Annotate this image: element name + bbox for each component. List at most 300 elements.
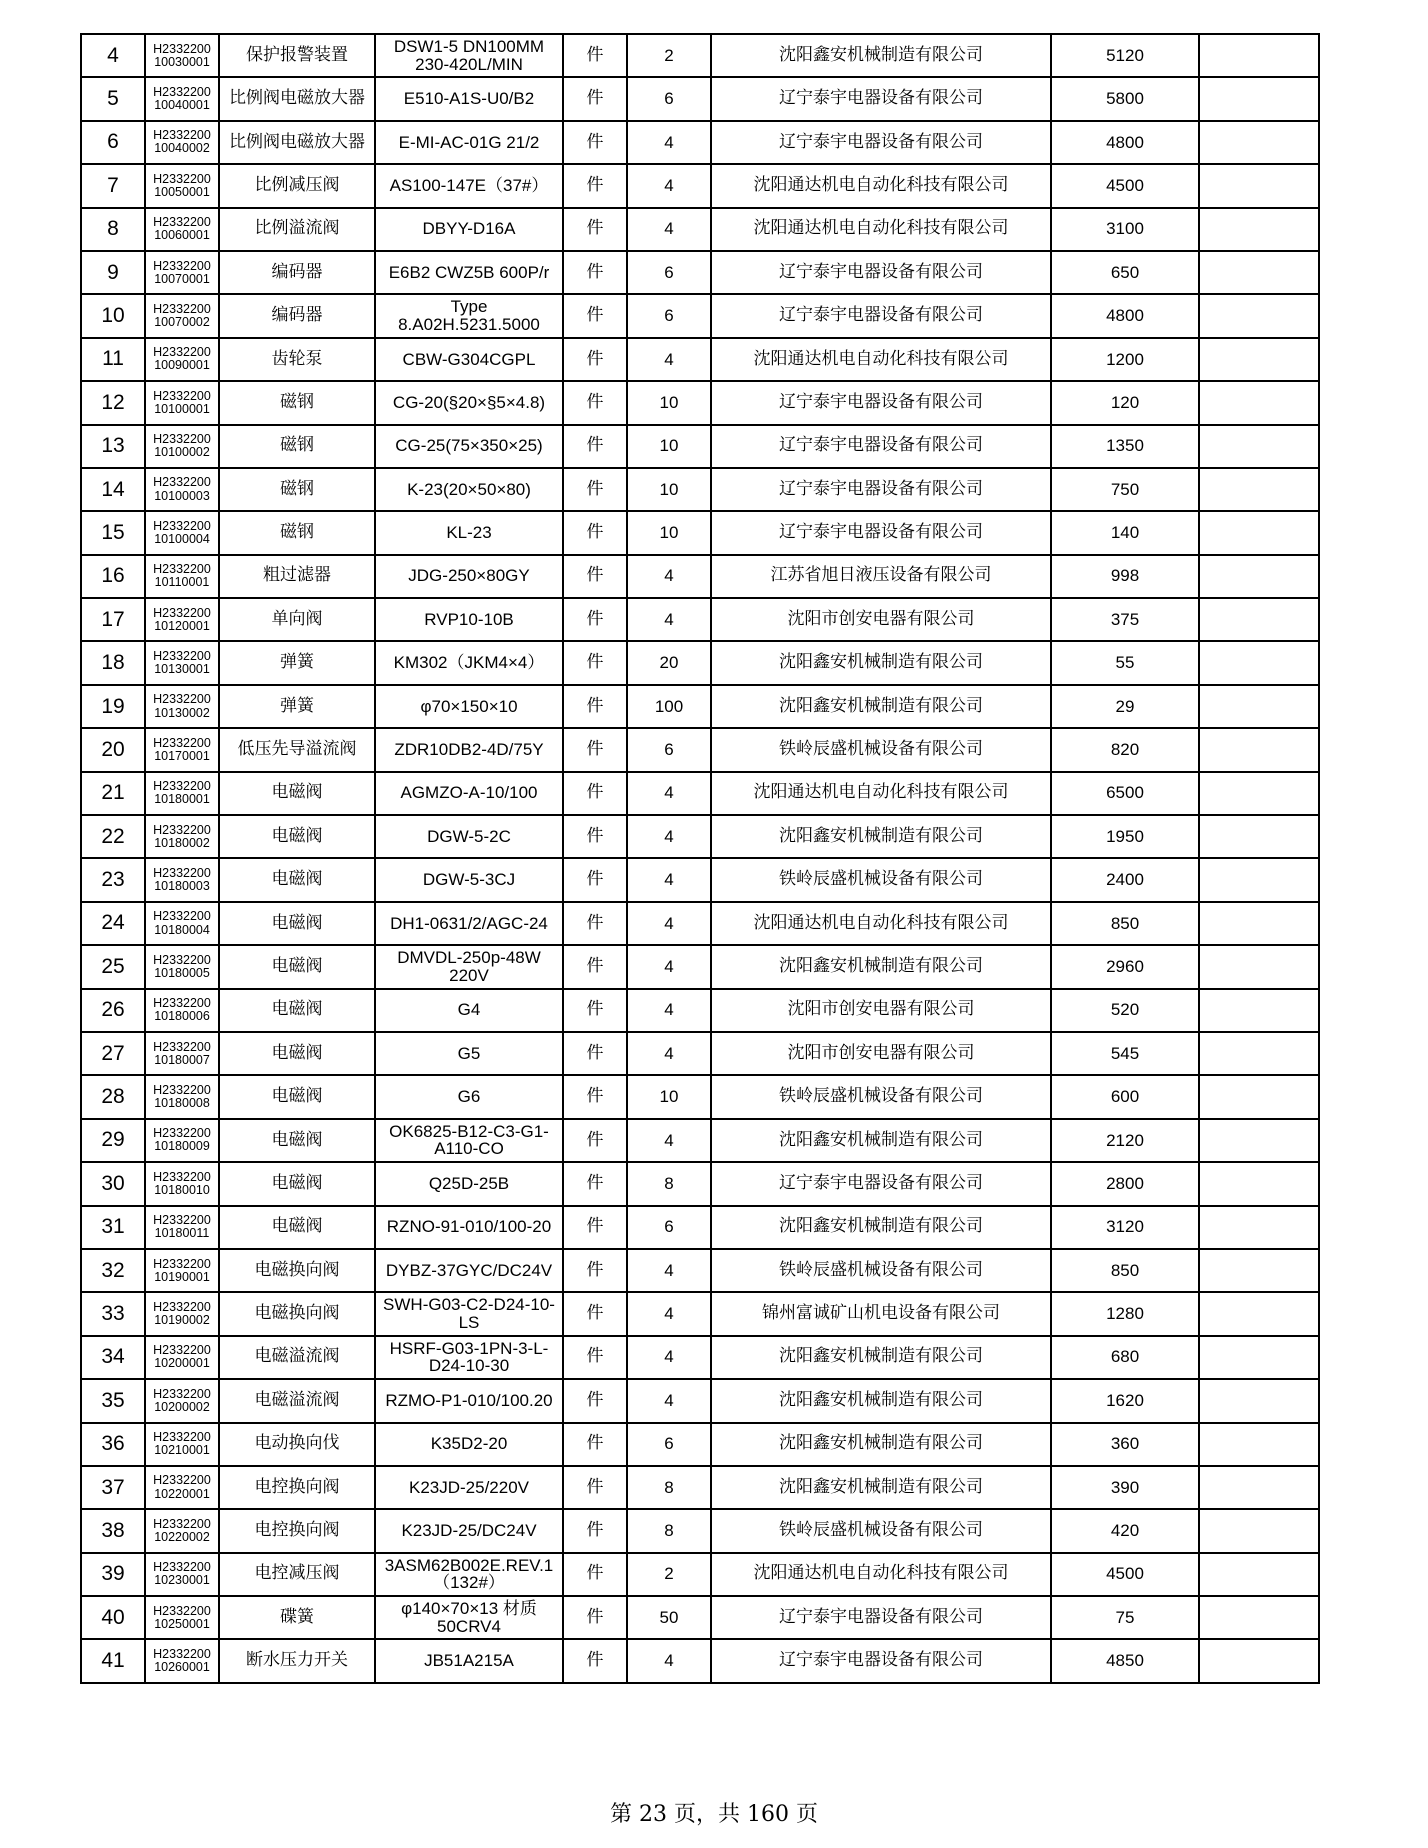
table-row bbox=[81, 902, 1319, 945]
unit-price: 2800 bbox=[1051, 1162, 1199, 1205]
unit-price: 420 bbox=[1051, 1509, 1199, 1552]
material-code-line-2: 10180002 bbox=[154, 835, 210, 850]
supplier-name: 沈阳市创安电器有限公司 bbox=[711, 989, 1051, 1032]
material-code bbox=[145, 1596, 219, 1639]
material-code-line-1: H2332200 bbox=[153, 1039, 211, 1054]
unit-price: 1950 bbox=[1051, 815, 1199, 858]
item-quantity: 4 bbox=[627, 1292, 711, 1335]
row-number: 4 bbox=[81, 34, 145, 77]
remark-cell bbox=[1199, 1162, 1319, 1205]
parts-table bbox=[80, 33, 1320, 1684]
material-code bbox=[145, 989, 219, 1032]
table-row bbox=[81, 34, 1319, 77]
item-unit: 件 bbox=[563, 1292, 627, 1335]
row-number: 9 bbox=[81, 251, 145, 294]
row-number: 22 bbox=[81, 815, 145, 858]
material-code-line-1: H2332200 bbox=[153, 345, 211, 360]
item-unit: 件 bbox=[563, 468, 627, 511]
unit-price: 6500 bbox=[1051, 772, 1199, 815]
item-unit: 件 bbox=[563, 121, 627, 164]
unit-price: 680 bbox=[1051, 1336, 1199, 1379]
material-code bbox=[145, 1423, 219, 1466]
material-code bbox=[145, 555, 219, 598]
supplier-name: 沈阳通达机电自动化科技有限公司 bbox=[711, 902, 1051, 945]
item-quantity: 8 bbox=[627, 1162, 711, 1205]
item-model: JB51A215A bbox=[375, 1639, 563, 1682]
unit-price: 2960 bbox=[1051, 945, 1199, 988]
material-code-line-1: H2332200 bbox=[153, 215, 211, 230]
item-quantity: 4 bbox=[627, 902, 711, 945]
supplier-name: 沈阳鑫安机械制造有限公司 bbox=[711, 1336, 1051, 1379]
remark-cell bbox=[1199, 815, 1319, 858]
material-code-line-2: 10130002 bbox=[154, 705, 210, 720]
remark-cell bbox=[1199, 1466, 1319, 1509]
item-model: Type 8.A02H.5231.5000 bbox=[375, 294, 563, 337]
row-number: 16 bbox=[81, 555, 145, 598]
table-row bbox=[81, 381, 1319, 424]
item-quantity: 50 bbox=[627, 1596, 711, 1639]
item-quantity: 20 bbox=[627, 641, 711, 684]
remark-cell bbox=[1199, 598, 1319, 641]
supplier-name: 辽宁泰宇电器设备有限公司 bbox=[711, 294, 1051, 337]
table-row bbox=[81, 121, 1319, 164]
item-name: 电磁阀 bbox=[219, 1206, 375, 1249]
material-code-line-1: H2332200 bbox=[153, 1256, 211, 1271]
row-number: 14 bbox=[81, 468, 145, 511]
remark-cell bbox=[1199, 1596, 1319, 1639]
material-code-line-2: 10210001 bbox=[154, 1443, 210, 1458]
material-code bbox=[145, 858, 219, 901]
item-model: DBYY-D16A bbox=[375, 208, 563, 251]
table-row bbox=[81, 989, 1319, 1032]
material-code-line-1: H2332200 bbox=[153, 1082, 211, 1097]
page-footer: 第 23 页，共 160 页 bbox=[610, 1802, 818, 1827]
item-model: AS100-147E（37#） bbox=[375, 164, 563, 207]
material-code bbox=[145, 294, 219, 337]
remark-cell bbox=[1199, 208, 1319, 251]
item-quantity: 4 bbox=[627, 598, 711, 641]
row-number: 11 bbox=[81, 338, 145, 381]
material-code-line-1: H2332200 bbox=[153, 952, 211, 967]
material-code-line-1: H2332200 bbox=[153, 605, 211, 620]
material-code-line-1: H2332200 bbox=[153, 822, 211, 837]
remark-cell bbox=[1199, 1032, 1319, 1075]
item-model: CBW-G304CGPL bbox=[375, 338, 563, 381]
item-quantity: 10 bbox=[627, 425, 711, 468]
item-model: RZNO-91-010/100-20 bbox=[375, 1206, 563, 1249]
item-name: 电动换向伐 bbox=[219, 1423, 375, 1466]
material-code-line-2: 10040002 bbox=[154, 141, 210, 156]
unit-price: 1350 bbox=[1051, 425, 1199, 468]
material-code bbox=[145, 598, 219, 641]
item-quantity: 8 bbox=[627, 1509, 711, 1552]
material-code-line-2: 10180011 bbox=[154, 1226, 210, 1241]
unit-price: 1280 bbox=[1051, 1292, 1199, 1335]
item-model: E-MI-AC-01G 21/2 bbox=[375, 121, 563, 164]
item-model: KM302（JKM4×4） bbox=[375, 641, 563, 684]
remark-cell bbox=[1199, 34, 1319, 77]
item-unit: 件 bbox=[563, 425, 627, 468]
supplier-name: 辽宁泰宇电器设备有限公司 bbox=[711, 1162, 1051, 1205]
remark-cell bbox=[1199, 902, 1319, 945]
table-row bbox=[81, 425, 1319, 468]
table-row bbox=[81, 685, 1319, 728]
item-model: RVP10-10B bbox=[375, 598, 563, 641]
item-unit: 件 bbox=[563, 685, 627, 728]
material-code-line-2: 10200001 bbox=[154, 1356, 210, 1371]
item-name: 电磁阀 bbox=[219, 858, 375, 901]
material-code bbox=[145, 945, 219, 988]
item-unit: 件 bbox=[563, 1553, 627, 1596]
table-row bbox=[81, 1379, 1319, 1422]
unit-price: 2120 bbox=[1051, 1119, 1199, 1162]
item-model: E6B2 CWZ5B 600P/r bbox=[375, 251, 563, 294]
table-row bbox=[81, 468, 1319, 511]
material-code bbox=[145, 1119, 219, 1162]
material-code-line-2: 10190001 bbox=[154, 1269, 210, 1284]
table-row bbox=[81, 1162, 1319, 1205]
item-name: 电磁阀 bbox=[219, 1119, 375, 1162]
item-unit: 件 bbox=[563, 381, 627, 424]
item-quantity: 4 bbox=[627, 555, 711, 598]
material-code-line-2: 10100004 bbox=[154, 531, 210, 546]
material-code-line-1: H2332200 bbox=[153, 1169, 211, 1184]
material-code bbox=[145, 1379, 219, 1422]
item-quantity: 4 bbox=[627, 858, 711, 901]
item-unit: 件 bbox=[563, 34, 627, 77]
supplier-name: 沈阳鑫安机械制造有限公司 bbox=[711, 1119, 1051, 1162]
row-number: 5 bbox=[81, 77, 145, 120]
material-code bbox=[145, 1162, 219, 1205]
table-row bbox=[81, 1032, 1319, 1075]
remark-cell bbox=[1199, 381, 1319, 424]
item-quantity: 100 bbox=[627, 685, 711, 728]
item-name: 电磁换向阀 bbox=[219, 1249, 375, 1292]
material-code bbox=[145, 164, 219, 207]
item-quantity: 6 bbox=[627, 1206, 711, 1249]
item-model: KL-23 bbox=[375, 511, 563, 554]
item-quantity: 4 bbox=[627, 164, 711, 207]
item-quantity: 8 bbox=[627, 1466, 711, 1509]
material-code-line-1: H2332200 bbox=[153, 518, 211, 533]
table-row bbox=[81, 1509, 1319, 1552]
item-model: DGW-5-2C bbox=[375, 815, 563, 858]
item-quantity: 2 bbox=[627, 34, 711, 77]
unit-price: 390 bbox=[1051, 1466, 1199, 1509]
unit-price: 4850 bbox=[1051, 1639, 1199, 1682]
item-model: 3ASM62B002E.REV.1（132#） bbox=[375, 1553, 563, 1596]
item-unit: 件 bbox=[563, 1596, 627, 1639]
material-code-line-1: H2332200 bbox=[153, 1430, 211, 1445]
item-unit: 件 bbox=[563, 1379, 627, 1422]
item-quantity: 6 bbox=[627, 294, 711, 337]
item-name: 低压先导溢流阀 bbox=[219, 728, 375, 771]
supplier-name: 沈阳鑫安机械制造有限公司 bbox=[711, 34, 1051, 77]
row-number: 26 bbox=[81, 989, 145, 1032]
material-code bbox=[145, 511, 219, 554]
item-quantity: 4 bbox=[627, 208, 711, 251]
supplier-name: 沈阳鑫安机械制造有限公司 bbox=[711, 1206, 1051, 1249]
unit-price: 998 bbox=[1051, 555, 1199, 598]
item-model: φ70×150×10 bbox=[375, 685, 563, 728]
material-code bbox=[145, 1249, 219, 1292]
material-code-line-1: H2332200 bbox=[153, 432, 211, 447]
item-unit: 件 bbox=[563, 641, 627, 684]
material-code-line-2: 10260001 bbox=[154, 1660, 210, 1675]
table-row bbox=[81, 1206, 1319, 1249]
supplier-name: 沈阳通达机电自动化科技有限公司 bbox=[711, 1553, 1051, 1596]
row-number: 38 bbox=[81, 1509, 145, 1552]
item-name: 比例阀电磁放大器 bbox=[219, 77, 375, 120]
item-quantity: 10 bbox=[627, 511, 711, 554]
material-code bbox=[145, 381, 219, 424]
item-model: AGMZO-A-10/100 bbox=[375, 772, 563, 815]
supplier-name: 辽宁泰宇电器设备有限公司 bbox=[711, 511, 1051, 554]
row-number: 6 bbox=[81, 121, 145, 164]
material-code bbox=[145, 1075, 219, 1118]
row-number: 25 bbox=[81, 945, 145, 988]
material-code-line-2: 10100003 bbox=[154, 488, 210, 503]
item-name: 磁钢 bbox=[219, 468, 375, 511]
item-model: DYBZ-37GYC/DC24V bbox=[375, 1249, 563, 1292]
row-number: 37 bbox=[81, 1466, 145, 1509]
item-model: SWH-G03-C2-D24-10-LS bbox=[375, 1292, 563, 1335]
material-code-line-2: 10220002 bbox=[154, 1529, 210, 1544]
item-quantity: 2 bbox=[627, 1553, 711, 1596]
item-unit: 件 bbox=[563, 989, 627, 1032]
supplier-name: 辽宁泰宇电器设备有限公司 bbox=[711, 1639, 1051, 1682]
table-row bbox=[81, 294, 1319, 337]
supplier-name: 辽宁泰宇电器设备有限公司 bbox=[711, 121, 1051, 164]
item-model: G4 bbox=[375, 989, 563, 1032]
item-name: 电磁阀 bbox=[219, 1075, 375, 1118]
supplier-name: 铁岭辰盛机械设备有限公司 bbox=[711, 1075, 1051, 1118]
item-unit: 件 bbox=[563, 1162, 627, 1205]
material-code bbox=[145, 1509, 219, 1552]
row-number: 41 bbox=[81, 1639, 145, 1682]
material-code-line-2: 10180001 bbox=[154, 792, 210, 807]
item-name: 电磁阀 bbox=[219, 1032, 375, 1075]
remark-cell bbox=[1199, 728, 1319, 771]
unit-price: 375 bbox=[1051, 598, 1199, 641]
item-name: 弹簧 bbox=[219, 641, 375, 684]
material-code-line-1: H2332200 bbox=[153, 1473, 211, 1488]
row-number: 15 bbox=[81, 511, 145, 554]
remark-cell bbox=[1199, 858, 1319, 901]
unit-price: 3100 bbox=[1051, 208, 1199, 251]
item-unit: 件 bbox=[563, 511, 627, 554]
remark-cell bbox=[1199, 425, 1319, 468]
supplier-name: 沈阳鑫安机械制造有限公司 bbox=[711, 945, 1051, 988]
material-code bbox=[145, 251, 219, 294]
item-quantity: 4 bbox=[627, 945, 711, 988]
supplier-name: 沈阳通达机电自动化科技有限公司 bbox=[711, 772, 1051, 815]
item-unit: 件 bbox=[563, 1509, 627, 1552]
material-code-line-2: 10070002 bbox=[154, 315, 210, 330]
remark-cell bbox=[1199, 511, 1319, 554]
table-row bbox=[81, 338, 1319, 381]
material-code-line-1: H2332200 bbox=[153, 996, 211, 1011]
item-name: 编码器 bbox=[219, 294, 375, 337]
material-code-line-2: 10100001 bbox=[154, 401, 210, 416]
item-quantity: 10 bbox=[627, 1075, 711, 1118]
material-code-line-2: 10170001 bbox=[154, 748, 210, 763]
table-row bbox=[81, 1596, 1319, 1639]
item-model: K-23(20×50×80) bbox=[375, 468, 563, 511]
table-body bbox=[81, 34, 1319, 1683]
material-code-line-1: H2332200 bbox=[153, 171, 211, 186]
material-code-line-2: 10180010 bbox=[154, 1182, 210, 1197]
supplier-name: 辽宁泰宇电器设备有限公司 bbox=[711, 468, 1051, 511]
material-code-line-1: H2332200 bbox=[153, 779, 211, 794]
unit-price: 600 bbox=[1051, 1075, 1199, 1118]
item-unit: 件 bbox=[563, 772, 627, 815]
item-name: 电磁阀 bbox=[219, 989, 375, 1032]
table-row bbox=[81, 1553, 1319, 1596]
remark-cell bbox=[1199, 641, 1319, 684]
material-code-line-2: 10190002 bbox=[154, 1313, 210, 1328]
item-model: K35D2-20 bbox=[375, 1423, 563, 1466]
material-code-line-2: 10180006 bbox=[154, 1009, 210, 1024]
item-name: 磁钢 bbox=[219, 425, 375, 468]
supplier-name: 沈阳鑫安机械制造有限公司 bbox=[711, 1466, 1051, 1509]
unit-price: 4500 bbox=[1051, 164, 1199, 207]
material-code bbox=[145, 1032, 219, 1075]
material-code-line-2: 10030001 bbox=[154, 54, 210, 69]
item-quantity: 4 bbox=[627, 989, 711, 1032]
material-code-line-1: H2332200 bbox=[153, 692, 211, 707]
unit-price: 3120 bbox=[1051, 1206, 1199, 1249]
material-code-line-2: 10070001 bbox=[154, 271, 210, 286]
item-name: 电控减压阀 bbox=[219, 1553, 375, 1596]
row-number: 20 bbox=[81, 728, 145, 771]
material-code-line-2: 10180005 bbox=[154, 965, 210, 980]
material-code-line-1: H2332200 bbox=[153, 1386, 211, 1401]
material-code-line-2: 10130001 bbox=[154, 662, 210, 677]
table-row bbox=[81, 772, 1319, 815]
item-unit: 件 bbox=[563, 1032, 627, 1075]
table-row bbox=[81, 1292, 1319, 1335]
supplier-name: 辽宁泰宇电器设备有限公司 bbox=[711, 251, 1051, 294]
material-code bbox=[145, 121, 219, 164]
item-unit: 件 bbox=[563, 338, 627, 381]
item-name: 弹簧 bbox=[219, 685, 375, 728]
table-row bbox=[81, 1336, 1319, 1379]
item-quantity: 4 bbox=[627, 1032, 711, 1075]
item-name: 电控换向阀 bbox=[219, 1509, 375, 1552]
unit-price: 650 bbox=[1051, 251, 1199, 294]
table-row bbox=[81, 164, 1319, 207]
unit-price: 29 bbox=[1051, 685, 1199, 728]
item-model: CG-25(75×350×25) bbox=[375, 425, 563, 468]
item-model: JDG-250×80GY bbox=[375, 555, 563, 598]
material-code-line-1: H2332200 bbox=[153, 1516, 211, 1531]
item-name: 保护报警装置 bbox=[219, 34, 375, 77]
row-number: 18 bbox=[81, 641, 145, 684]
table-row bbox=[81, 1423, 1319, 1466]
item-quantity: 4 bbox=[627, 338, 711, 381]
remark-cell bbox=[1199, 77, 1319, 120]
material-code-line-2: 10250001 bbox=[154, 1616, 210, 1631]
unit-price: 5120 bbox=[1051, 34, 1199, 77]
material-code-line-1: H2332200 bbox=[153, 1299, 211, 1314]
table-row bbox=[81, 945, 1319, 988]
item-quantity: 6 bbox=[627, 728, 711, 771]
remark-cell bbox=[1199, 1075, 1319, 1118]
item-unit: 件 bbox=[563, 1206, 627, 1249]
row-number: 13 bbox=[81, 425, 145, 468]
item-model: ZDR10DB2-4D/75Y bbox=[375, 728, 563, 771]
row-number: 28 bbox=[81, 1075, 145, 1118]
table-row bbox=[81, 1639, 1319, 1682]
item-unit: 件 bbox=[563, 1466, 627, 1509]
table-row bbox=[81, 1466, 1319, 1509]
unit-price: 360 bbox=[1051, 1423, 1199, 1466]
table-row bbox=[81, 728, 1319, 771]
item-name: 粗过滤器 bbox=[219, 555, 375, 598]
item-name: 比例溢流阀 bbox=[219, 208, 375, 251]
item-model: Q25D-25B bbox=[375, 1162, 563, 1205]
supplier-name: 铁岭辰盛机械设备有限公司 bbox=[711, 728, 1051, 771]
material-code-line-2: 10180008 bbox=[154, 1096, 210, 1111]
item-quantity: 4 bbox=[627, 1119, 711, 1162]
item-unit: 件 bbox=[563, 251, 627, 294]
material-code-line-1: H2332200 bbox=[153, 909, 211, 924]
material-code-line-1: H2332200 bbox=[153, 301, 211, 316]
item-model: G5 bbox=[375, 1032, 563, 1075]
row-number: 33 bbox=[81, 1292, 145, 1335]
material-code-line-2: 10180009 bbox=[154, 1139, 210, 1154]
supplier-name: 沈阳通达机电自动化科技有限公司 bbox=[711, 208, 1051, 251]
material-code-line-2: 10200002 bbox=[154, 1399, 210, 1414]
item-model: K23JD-25/220V bbox=[375, 1466, 563, 1509]
material-code-line-2: 10050001 bbox=[154, 184, 210, 199]
item-unit: 件 bbox=[563, 858, 627, 901]
material-code-line-1: H2332200 bbox=[153, 388, 211, 403]
material-code-line-1: H2332200 bbox=[153, 865, 211, 880]
row-number: 30 bbox=[81, 1162, 145, 1205]
material-code bbox=[145, 815, 219, 858]
remark-cell bbox=[1199, 945, 1319, 988]
supplier-name: 沈阳鑫安机械制造有限公司 bbox=[711, 815, 1051, 858]
material-code bbox=[145, 772, 219, 815]
item-model: DH1-0631/2/AGC-24 bbox=[375, 902, 563, 945]
material-code-line-2: 10230001 bbox=[154, 1573, 210, 1588]
item-name: 电磁阀 bbox=[219, 772, 375, 815]
unit-price: 1200 bbox=[1051, 338, 1199, 381]
item-model: K23JD-25/DC24V bbox=[375, 1509, 563, 1552]
material-code bbox=[145, 641, 219, 684]
item-name: 电磁换向阀 bbox=[219, 1292, 375, 1335]
remark-cell bbox=[1199, 164, 1319, 207]
item-name: 单向阀 bbox=[219, 598, 375, 641]
material-code-line-2: 10180004 bbox=[154, 922, 210, 937]
material-code-line-1: H2332200 bbox=[153, 258, 211, 273]
item-unit: 件 bbox=[563, 902, 627, 945]
item-name: 磁钢 bbox=[219, 381, 375, 424]
material-code-line-1: H2332200 bbox=[153, 1603, 211, 1618]
item-model: DGW-5-3CJ bbox=[375, 858, 563, 901]
item-quantity: 4 bbox=[627, 1336, 711, 1379]
table-row bbox=[81, 641, 1319, 684]
row-number: 10 bbox=[81, 294, 145, 337]
remark-cell bbox=[1199, 1336, 1319, 1379]
remark-cell bbox=[1199, 685, 1319, 728]
unit-price: 55 bbox=[1051, 641, 1199, 684]
supplier-name: 铁岭辰盛机械设备有限公司 bbox=[711, 1509, 1051, 1552]
row-number: 35 bbox=[81, 1379, 145, 1422]
item-unit: 件 bbox=[563, 77, 627, 120]
